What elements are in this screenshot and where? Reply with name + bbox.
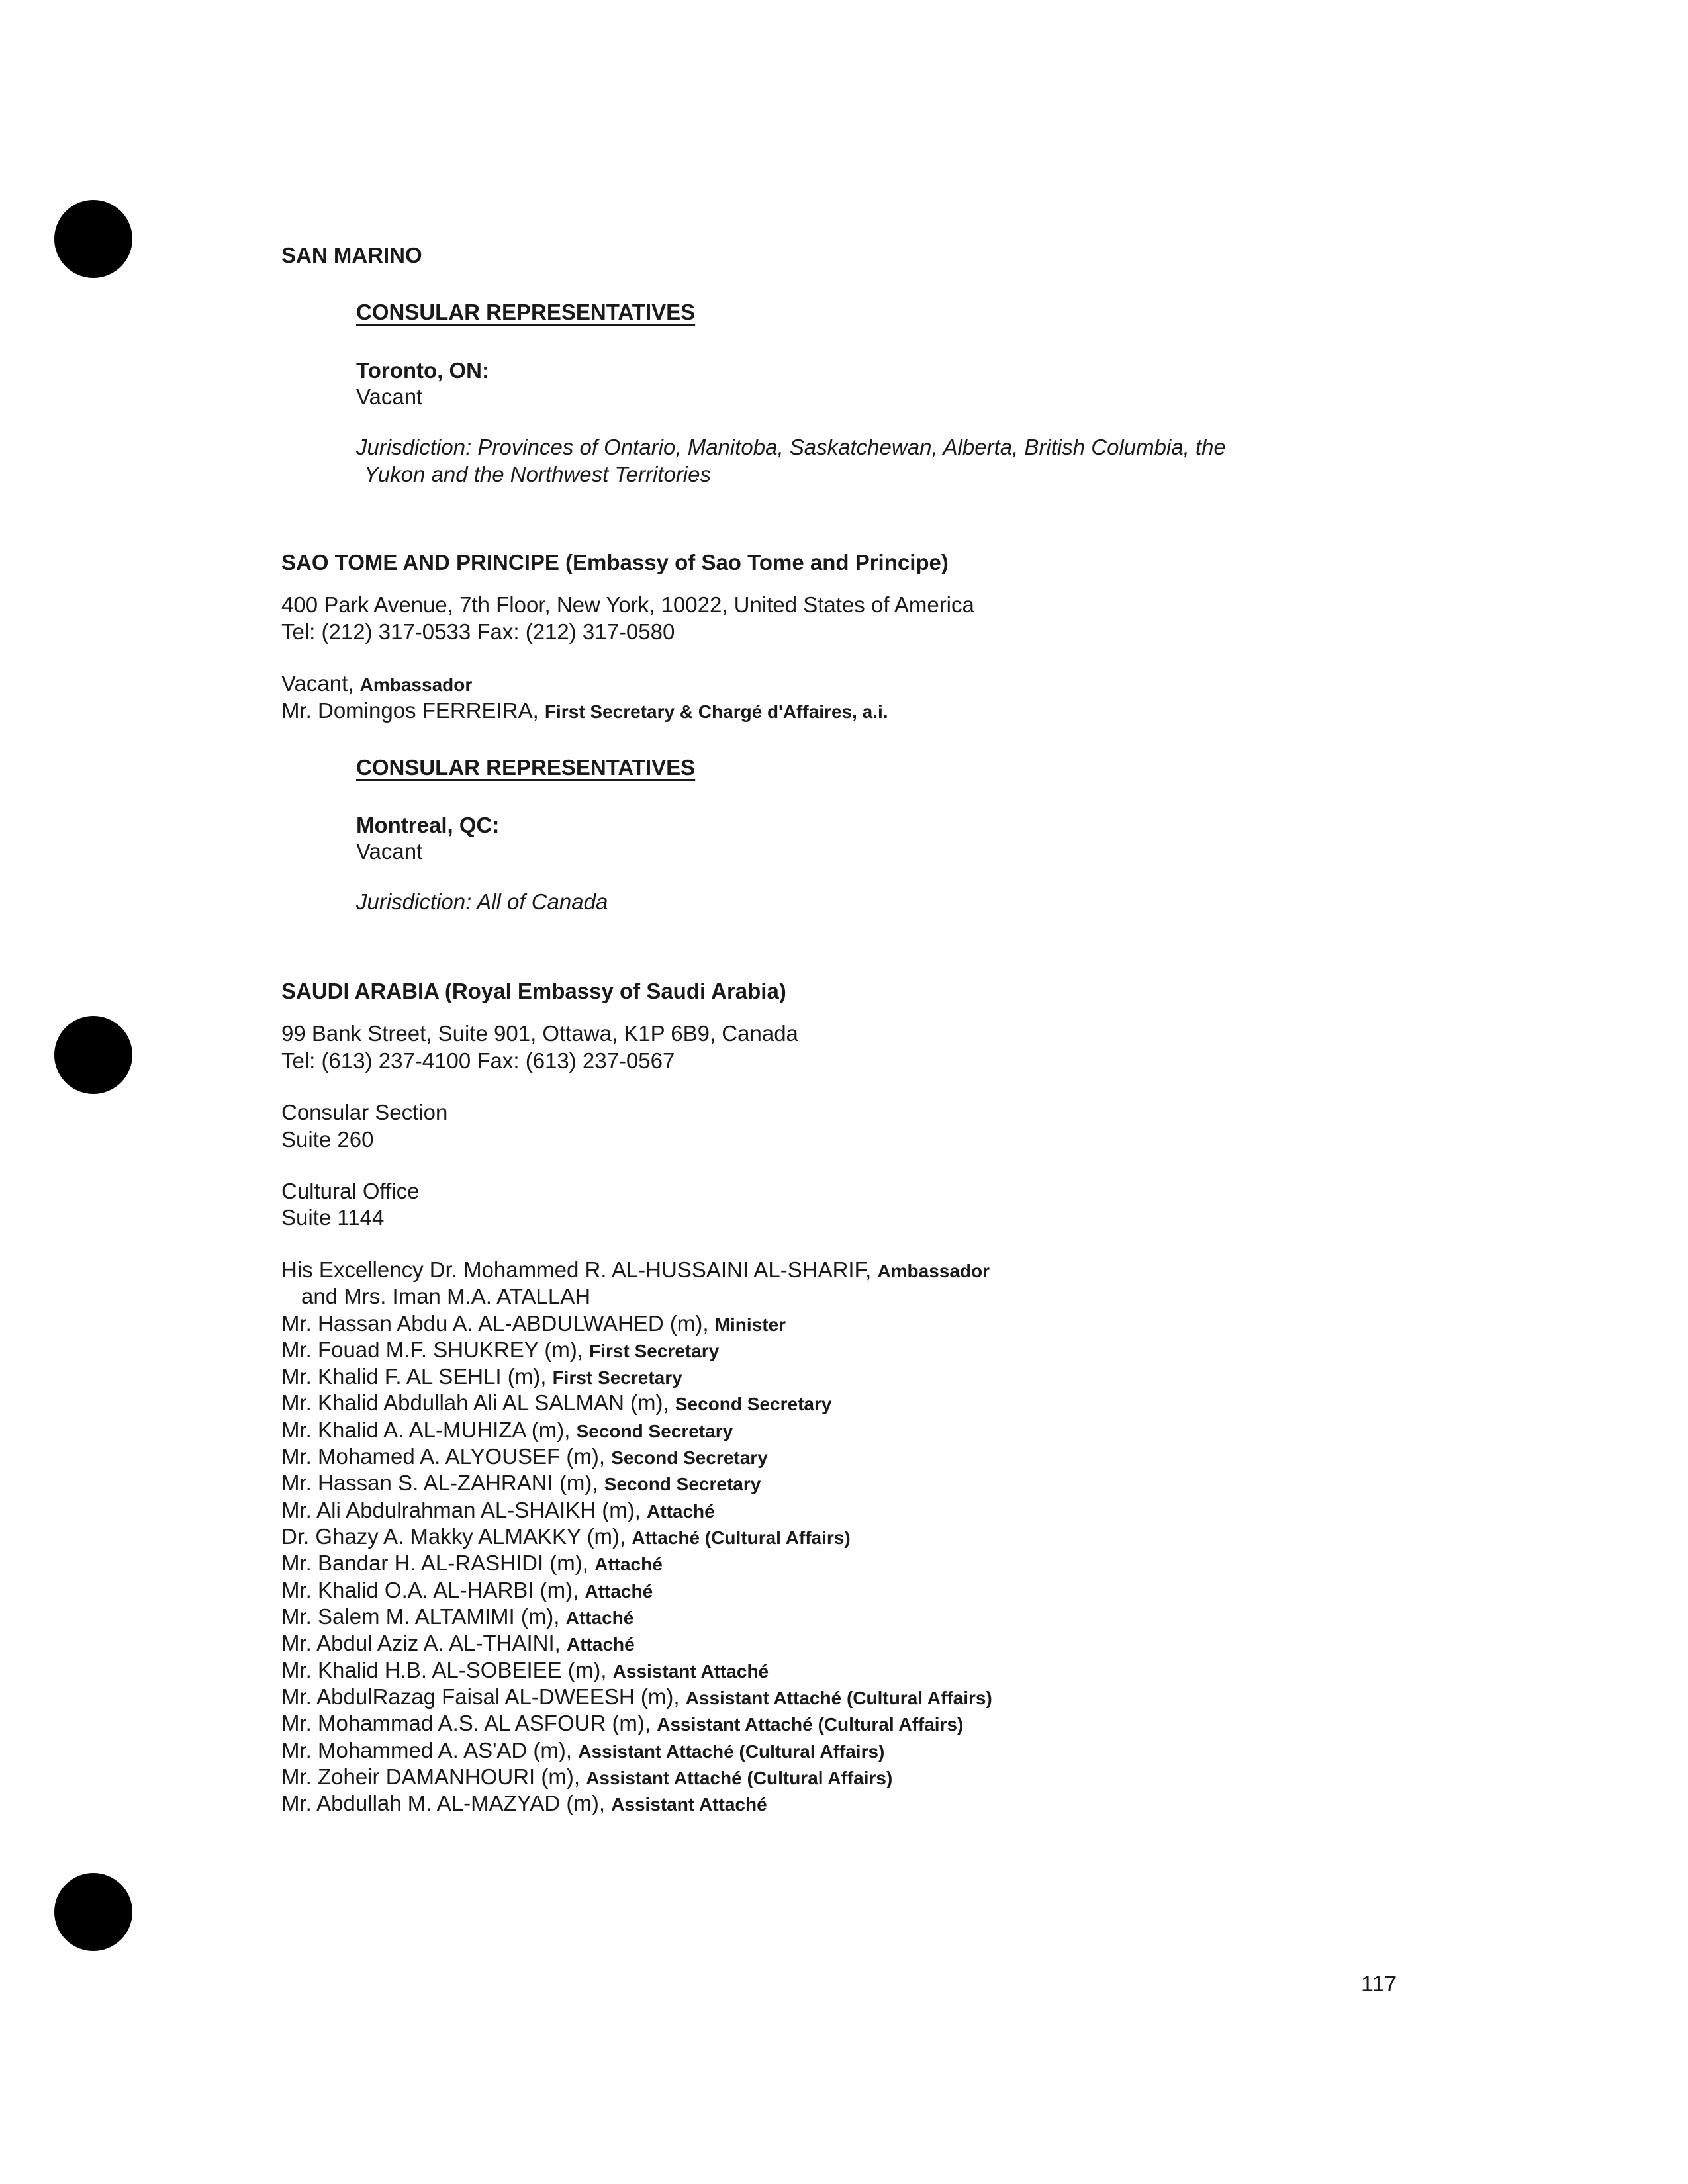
staff-entry xyxy=(281,1497,715,1525)
staff-name: Mr. Salem M. ALTAMIMI (m), xyxy=(281,1604,560,1629)
staff-title: Ambassador xyxy=(877,1261,990,1281)
staff-name: Mr. Bandar H. AL-RASHIDI (m), xyxy=(281,1551,588,1575)
binder-hole-middle xyxy=(54,1016,132,1094)
staff-title: Attaché xyxy=(567,1634,635,1655)
consular-section-label: Consular Section xyxy=(281,1100,448,1124)
staff-name: Mr. Domingos FERREIRA, xyxy=(281,698,539,723)
ambassador-spouse: and Mrs. Iman M.A. ATALLAH xyxy=(301,1284,591,1308)
staff-title: Assistant Attaché (Cultural Affairs) xyxy=(657,1714,964,1735)
staff-entry xyxy=(281,1470,761,1498)
consulate-status: Vacant xyxy=(356,385,423,409)
staff-entry xyxy=(281,1443,768,1471)
staff-name: Mr. Khalid Abdullah Ali AL SALMAN (m), xyxy=(281,1390,669,1415)
staff-name: Mr. Mohamed A. ALYOUSEF (m), xyxy=(281,1444,606,1469)
staff-entry xyxy=(281,698,888,725)
staff-name: Mr. Khalid H.B. AL-SOBEIEE (m), xyxy=(281,1658,607,1682)
staff-title: Second Secretary xyxy=(576,1421,733,1441)
staff-name: Mr. Mohammed A. AS'AD (m), xyxy=(281,1738,573,1762)
staff-name: Mr. AbdulRazag Faisal AL-DWEESH (m), xyxy=(281,1684,680,1709)
staff-entry xyxy=(281,1363,682,1391)
country-heading: SAUDI ARABIA (Royal Embassy of Saudi Arabia) xyxy=(281,979,786,1003)
consulate-status: Vacant xyxy=(356,839,423,864)
staff-entry xyxy=(281,1710,963,1738)
staff-name: Mr. Zoheir DAMANHOURI (m), xyxy=(281,1764,581,1789)
staff-entry xyxy=(281,1764,892,1792)
staff-entry xyxy=(281,1310,786,1338)
staff-name: Mr. Abdul Aziz A. AL-THAINI, xyxy=(281,1631,561,1655)
consulate-city: Toronto, ON: xyxy=(356,358,489,383)
staff-title: Attaché xyxy=(565,1608,634,1628)
staff-title: First Secretary xyxy=(589,1341,720,1361)
binder-hole-top xyxy=(54,200,132,278)
staff-entry xyxy=(281,1684,992,1711)
staff-name: Mr. Abdullah M. AL-MAZYAD (m), xyxy=(281,1791,606,1815)
country-heading: SAN MARINO xyxy=(281,243,422,267)
consular-section-suite: Suite 260 xyxy=(281,1127,374,1152)
staff-name: His Excellency Dr. Mohammed R. AL-HUSSAINI AL-SHARIF, xyxy=(281,1257,872,1282)
staff-entry xyxy=(281,670,472,698)
cultural-office-label: Cultural Office xyxy=(281,1179,420,1203)
staff-title: Second Secretary xyxy=(604,1474,761,1494)
consular-heading: CONSULAR REPRESENTATIVES xyxy=(356,755,696,780)
staff-title: Assistant Attaché (Cultural Affairs) xyxy=(586,1768,893,1788)
embassy-phone: Tel: (613) 237-4100 Fax: (613) 237-0567 xyxy=(281,1048,675,1073)
staff-entry xyxy=(281,1417,733,1445)
staff-title: First Secretary xyxy=(552,1367,682,1388)
staff-title: Assistant Attaché (Cultural Affairs) xyxy=(685,1688,992,1708)
staff-name: Mr. Khalid A. AL-MUHIZA (m), xyxy=(281,1418,571,1442)
staff-title: Attaché xyxy=(594,1554,663,1574)
staff-entry xyxy=(281,1550,663,1578)
consular-heading: CONSULAR REPRESENTATIVES xyxy=(356,300,696,324)
staff-name: Dr. Ghazy A. Makky ALMAKKY (m), xyxy=(281,1524,626,1549)
staff-entry xyxy=(281,1790,767,1818)
staff-name: Mr. Fouad M.F. SHUKREY (m), xyxy=(281,1338,583,1362)
country-heading: SAO TOME AND PRINCIPE (Embassy of Sao Tome and Principe) xyxy=(281,550,949,574)
staff-title: Second Secretary xyxy=(611,1447,768,1468)
cultural-office-suite: Suite 1144 xyxy=(281,1205,385,1230)
jurisdiction-text: Jurisdiction: Provinces of Ontario, Manitoba, Saskatchewan, Alberta, British Columbia, the xyxy=(356,435,1226,459)
jurisdiction-text: Jurisdiction: All of Canada xyxy=(356,889,608,914)
staff-entry xyxy=(281,1524,851,1551)
staff-entry xyxy=(281,1657,769,1685)
staff-entry xyxy=(281,1630,635,1658)
staff-title: First Secretary & Chargé d'Affaires, a.i. xyxy=(544,702,888,722)
staff-title: Assistant Attaché xyxy=(611,1794,767,1815)
ambassador-entry xyxy=(281,1257,990,1285)
staff-entry xyxy=(281,1337,719,1365)
embassy-address: 400 Park Avenue, 7th Floor, New York, 10022, United States of America xyxy=(281,592,974,617)
staff-name: Mr. Hassan S. AL-ZAHRANI (m), xyxy=(281,1471,598,1495)
staff-name: Vacant, xyxy=(281,671,354,696)
consulate-city: Montreal, QC: xyxy=(356,813,500,837)
embassy-phone: Tel: (212) 317-0533 Fax: (212) 317-0580 xyxy=(281,619,675,644)
staff-title: Assistant Attaché xyxy=(612,1661,769,1682)
staff-title: Assistant Attaché (Cultural Affairs) xyxy=(578,1741,885,1762)
staff-title: Ambassador xyxy=(359,674,473,695)
staff-title: Minister xyxy=(714,1314,786,1335)
staff-title: Attaché (Cultural Affairs) xyxy=(632,1527,851,1548)
staff-name: Mr. Mohammad A.S. AL ASFOUR (m), xyxy=(281,1711,651,1735)
jurisdiction-text-continued: Yukon and the Northwest Territories xyxy=(364,462,711,486)
embassy-address: 99 Bank Street, Suite 901, Ottawa, K1P 6B9, Canada xyxy=(281,1021,798,1046)
staff-entry xyxy=(281,1390,831,1418)
staff-entry xyxy=(281,1737,884,1765)
staff-title: Attaché xyxy=(585,1581,653,1602)
binder-hole-bottom xyxy=(54,1873,132,1951)
page-number: 117 xyxy=(1361,1972,1397,1997)
staff-title: Second Secretary xyxy=(675,1394,832,1414)
staff-entry xyxy=(281,1577,653,1605)
staff-name: Mr. Ali Abdulrahman AL-SHAIKH (m), xyxy=(281,1498,641,1522)
staff-name: Mr. Khalid F. AL SEHLI (m), xyxy=(281,1364,547,1388)
staff-name: Mr. Khalid O.A. AL-HARBI (m), xyxy=(281,1578,579,1602)
staff-title: Attaché xyxy=(647,1501,715,1522)
staff-entry xyxy=(281,1604,633,1631)
staff-name: Mr. Hassan Abdu A. AL-ABDULWAHED (m), xyxy=(281,1311,709,1336)
